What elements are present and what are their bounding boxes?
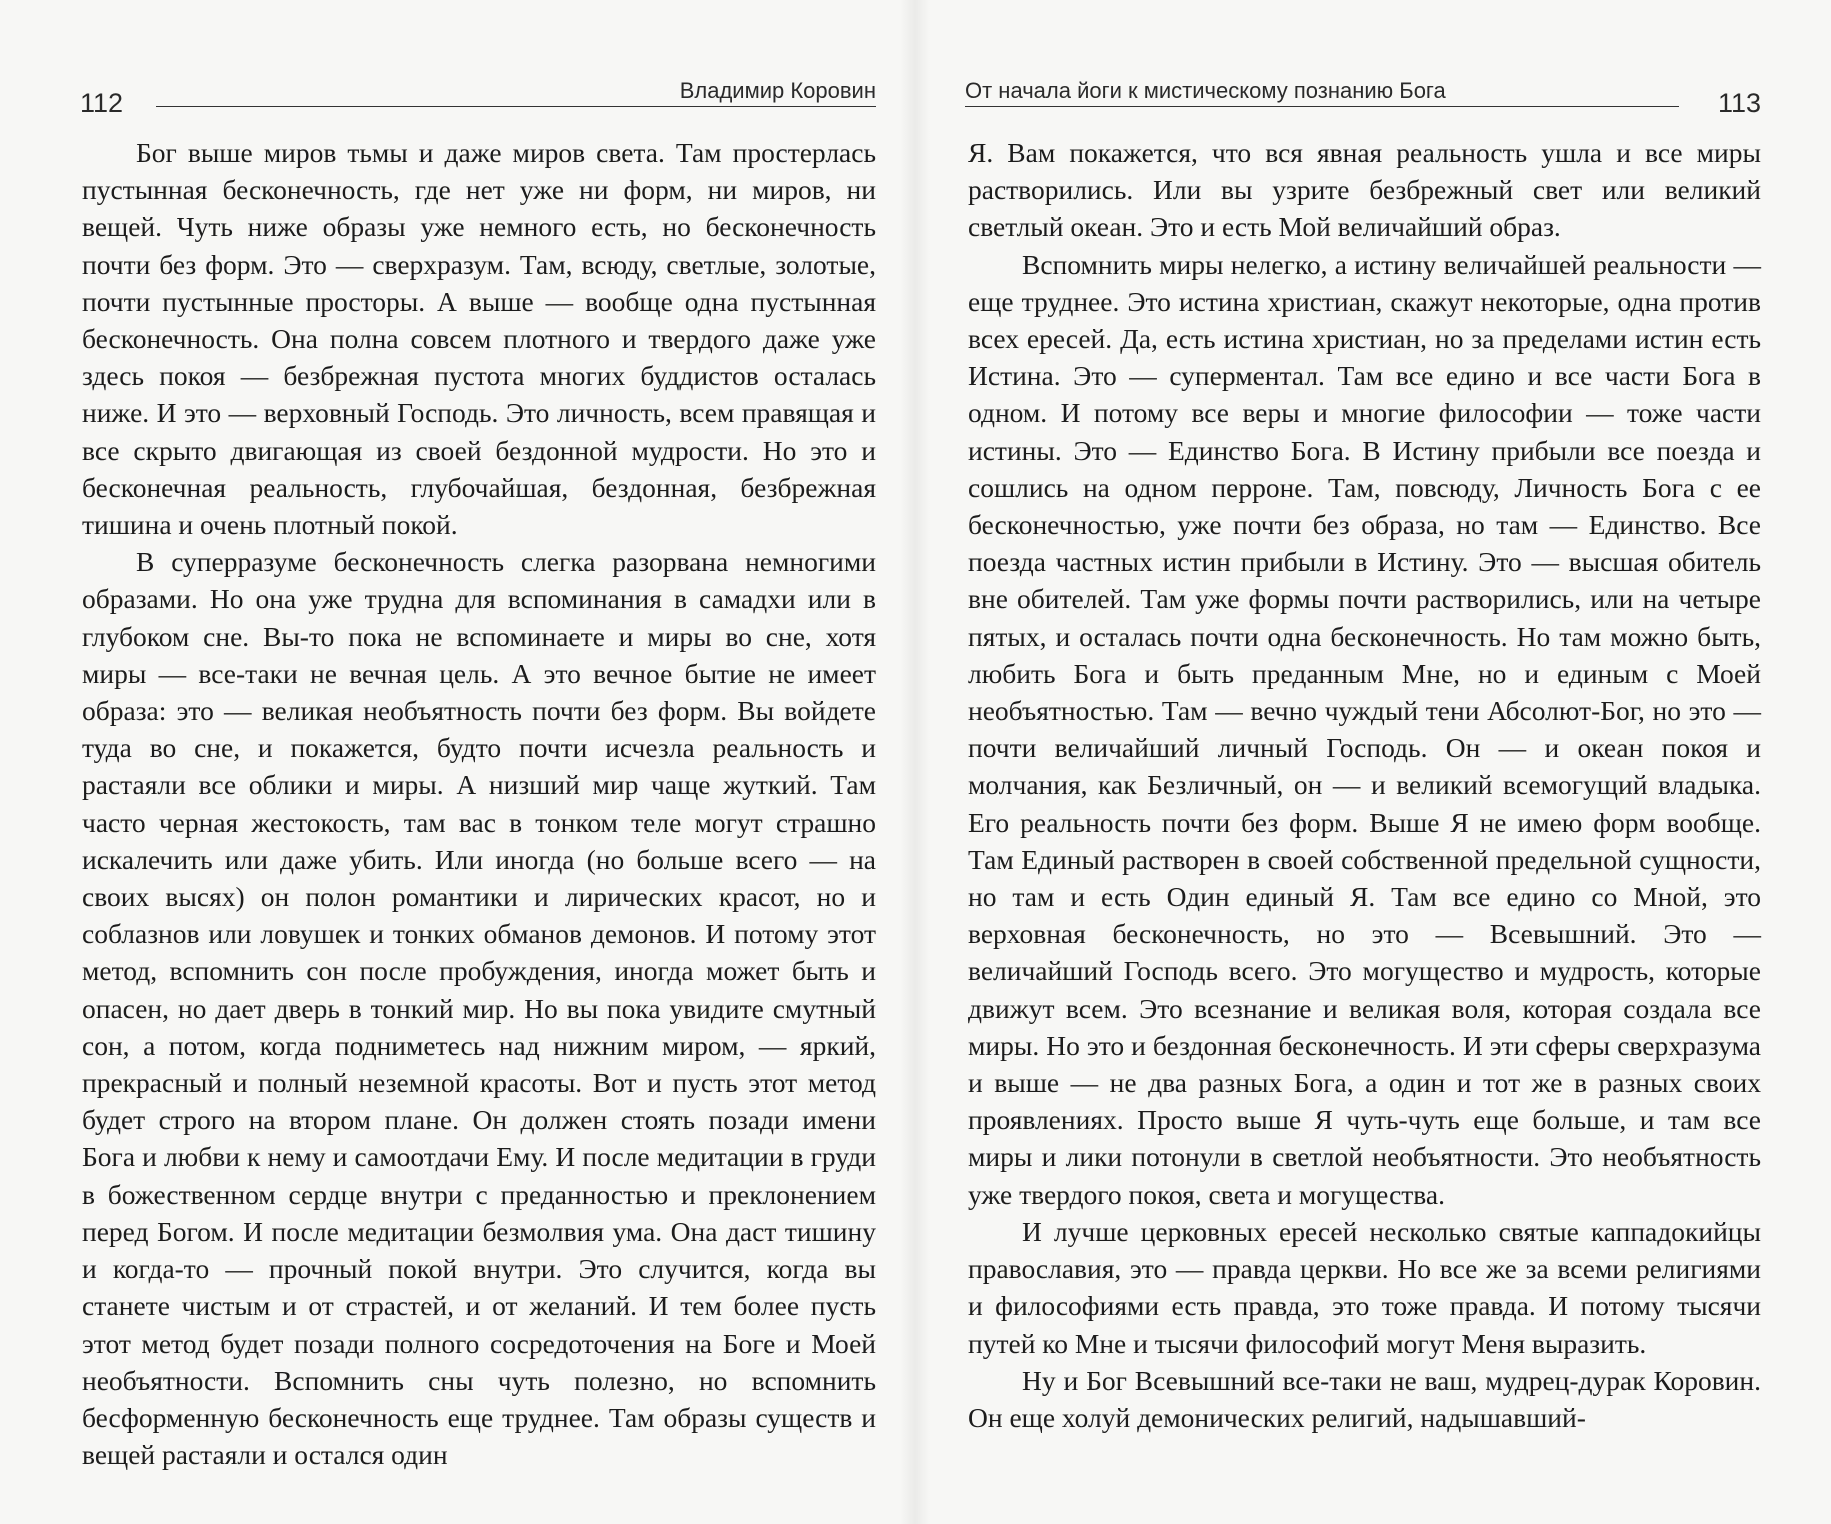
left-page (0, 0, 915, 1524)
left-page-number: 112 (80, 88, 124, 118)
right-paragraph-1: Я. Вам покажется, что вся явная реальность ушла и все миры растворились. Или вы узрите безбрежный свет или великий светлый океан. Это и есть Мой величайший образ. (968, 137, 1761, 243)
right-header-rule (965, 106, 1679, 107)
left-paragraph-1: Бог выше миров тьмы и даже миров света. Там простерлась пустынная бесконечность, где нет уже ни форм, ни миров, ни вещей. Чуть ниже образы уже немного есть, но бесконечность почти без форм. Это — сверхразум. Там, всюду, светлые, золотые, почти пустынные просторы. А выше — вообще одна пустынная бесконечность. Она полна совсем плотного и твердого даже уже здесь покоя — безбрежная пустота многих буддистов осталась ниже. И это — верховный Господь. Это личность, всем правящая и все скрыто двигающая из своей бездонной мудрости. Но это и бесконечная реальность, глубочайшая, бездонная, безбрежная тишина и очень плотный покой. (82, 137, 876, 541)
left-running-title: Владимир Коровин (679, 78, 876, 103)
right-paragraph-3: И лучше церковных ересей несколько святые каппадокийцы православия, это — правда церкви. Но все же за всеми религиями и философиями есть правда, это тоже правда. И потому тысячи путей ко Мне и тысячи философий могут Меня выразить. (968, 1215, 1761, 1359)
right-body-text (968, 134, 1761, 1436)
left-running-head (80, 76, 876, 116)
left-body-text (82, 134, 876, 1473)
right-running-head (965, 76, 1761, 116)
right-running-title: От начала йоги к мистическому познанию Бога (965, 78, 1446, 103)
right-page-number: 113 (1717, 88, 1761, 118)
left-paragraph-2: В суперразуме бесконечность слегка разорвана немногими образами. Но она уже трудна для вспоминания в самадхи или в глубоком сне. Вы-то пока не вспоминаете и миры во сне, хотя миры — все-таки не вечная цель. А это вечное бытие не имеет образа: это — великая необъятность почти без форм. Вы войдете туда во сне, и покажется, будто почти исчезла реальность и растаяли все облики и миры. А низший мир чаще жуткий. Там часто черная жестокость, там вас в тонком теле могут страшно искалечить или даже убить. Или иногда (но больше всего — на своих высях) он полон романтики и лирических красот, но и соблазнов или ловушек и тонких обманов демонов. И потому этот метод, вспомнить сон после пробуждения, иногда может быть и опасен, но дает дверь в тонкий мир. Но вы пока увидите смутный сон, а потом, когда подниметесь над нижним миром, — яркий, прекрасный и полный неземной красоты. Вот и пусть этот метод будет строго на втором плане. Он должен стоять позади имени Бога и любви к нему и самоотдачи Ему. И после медитации в груди в божественном сердце внутри с преданностью и преклонением перед Богом. И после медитации безмолвия ума. Она даст тишину и когда-то — прочный покой внутри. Это случится, когда вы станете чистым и от страстей, и от желаний. И тем более пусть этот метод будет позади полного сосредоточения на Боге и Моей необъятности. Вспомнить сны чуть полезно, но вспомнить бесформенную бесконечность еще труднее. Там образы существ и вещей растаяли и остался один (82, 546, 876, 1471)
right-page (915, 0, 1831, 1524)
right-paragraph-2: Вспомнить миры нелегко, а истину величайшей реальности — еще труднее. Это истина христиан, скажут некоторые, одна против всех ересей. Да, есть истина христиан, но за пределами истин есть Истина. Это — суперментал. Там все едино и все части Бога в одном. И потому все веры и многие философии — тоже части истины. Это — Единство Бога. В Истину прибыли все поезда и сошлись на одном перроне. Там, повсюду, Личность Бога с ее бесконечностью, уже почти без образа, но там — Единство. Все поезда частных истин прибыли в Истину. Это — высшая обитель вне обителей. Там уже формы почти растворились, или на четыре пятых, и осталась почти одна бесконечность. Но там можно быть, любить Бога и быть преданным Мне, но и единым с Моей необъятностью. Там — вечно чуждый тени Абсолют-Бог, но это — почти величайший личный Господь. Он — и океан покоя и молчания, как Безличный, он — и великий всемогущий владыка. Его реальность почти без форм. Выше Я не имею форм вообще. Там Единый растворен в своей собственной предельной сущности, но там и есть Один единый Я. Там все едино со Мной, это верховная бесконечность, но это — Всевышний. Это — величайший Господь всего. Это могущество и мудрость, которые движут всем. Это всезнание и великая воля, которая создала все миры. Но это и бездонная бесконечность. И эти сферы сверхразума и выше — не два разных Бога, а один и тот же в разных своих проявлениях. Просто выше Я чуть-чуть еще больше, и там все миры и лики потонули в светлой необъятности. Это необъятность уже твердого покоя, света и могущества. (968, 248, 1761, 1210)
right-paragraph-4: Ну и Бог Всевышний все-таки не ваш, мудрец-дурак Коровин. Он еще холуй демонических религий, надышавший- (968, 1364, 1761, 1433)
left-header-rule (156, 106, 876, 107)
